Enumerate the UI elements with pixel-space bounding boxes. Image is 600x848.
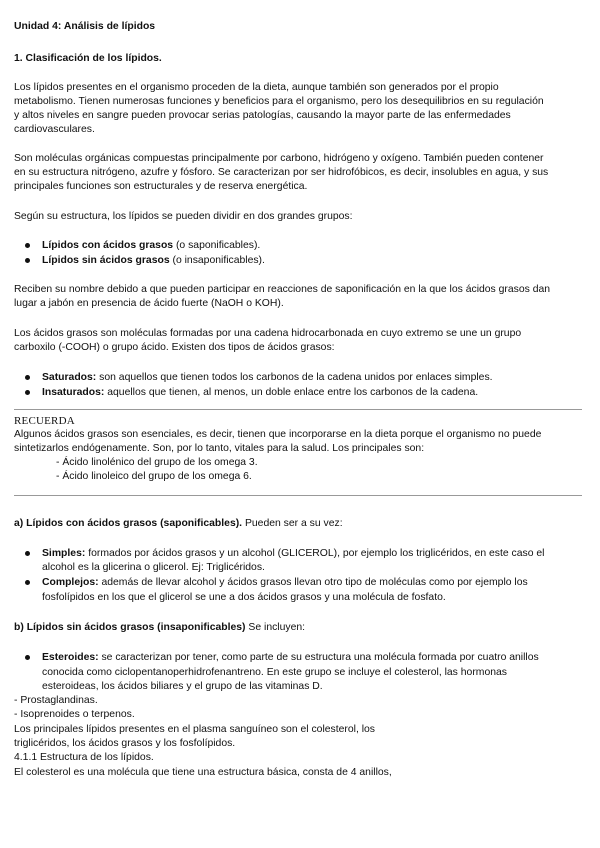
section-heading-classification: 1. Clasificación de los lípidos. <box>14 53 162 64</box>
paragraph-line: cardiovasculares. <box>14 124 95 135</box>
item-bold: Saturados: <box>42 372 97 383</box>
paragraph-line: Los lípidos presentes en el organismo proceden de la dieta, aunque también son generados por el propio <box>14 82 499 93</box>
item-text: se caracterizan por tener, como parte de su estructura una molécula formada por cuatro anillos <box>98 652 539 663</box>
bullet-icon <box>25 375 30 380</box>
subsection-heading: 4.1.1 Estructura de los lípidos. <box>14 752 154 763</box>
bullet-icon <box>25 580 30 585</box>
item-text: (o insaponificables). <box>169 255 265 266</box>
paragraph-line: Según su estructura, los lípidos se pueden dividir en dos grandes grupos: <box>14 211 353 222</box>
paragraph-line: y altos niveles en sangre pueden provocar serias patologías, causando la mayor parte de las enfermedades <box>14 110 511 121</box>
divider <box>14 409 582 410</box>
item-bold: Complejos: <box>42 577 99 588</box>
recuerda-line: Algunos ácidos grasos son esenciales, es decir, tienen que incorporarse en la dieta porque el organismo no puede <box>14 429 542 440</box>
item-text: aquellos que tienen, al menos, un doble enlace entre los carbonos de la cadena. <box>104 387 479 398</box>
heading-rest: Se incluyen: <box>245 622 306 633</box>
document-title: Unidad 4: Análisis de lípidos <box>14 21 156 32</box>
list-item-continuation: esteroideas, los ácidos biliares y el grupo de las vitaminas D. <box>42 681 323 692</box>
item-bold: Lípidos sin ácidos grasos <box>42 255 170 266</box>
bullet-icon <box>25 243 30 248</box>
paragraph-line: Los ácidos grasos son moléculas formadas por una cadena hidrocarbonada en cuyo extremo se une un grupo <box>14 328 522 339</box>
divider <box>14 495 582 496</box>
bullet-icon <box>25 390 30 395</box>
list-item-continuation: conocida como ciclopentanoperhidrofenantreno. En este grupo se incluye el colesterol, las hormonas <box>42 667 507 678</box>
heading-bold: b) Lípidos sin ácidos grasos (insaponificables) <box>14 622 246 633</box>
item-text: son aquellos que tienen todos los carbonos de la cadena unidos por enlaces simples. <box>96 372 493 383</box>
item-bold: Esteroides: <box>42 652 99 663</box>
recuerda-item: - Ácido linolénico del grupo de los omega 3. <box>56 457 258 468</box>
list-item-continuation: alcohol es la glicerina o glicerol. Ej: Triglicéridos. <box>42 562 265 573</box>
list-item-continuation: fosfolípidos en los que el glicerol se une a dos ácidos grasos y una molécula de fosfato. <box>42 592 446 603</box>
bullet-icon <box>25 551 30 556</box>
heading-bold: a) Lípidos con ácidos grasos (saponificables). <box>14 518 243 529</box>
item-text: (o saponificables). <box>173 240 261 251</box>
paragraph-line: Los principales lípidos presentes en el plasma sanguíneo son el colesterol, los <box>14 724 375 735</box>
recuerda-item: - Ácido linoleico del grupo de los omega 6. <box>56 471 252 482</box>
paragraph-line: triglicéridos, los ácidos grasos y los fosfolípidos. <box>14 738 236 749</box>
item-text: además de llevar alcohol y ácidos grasos llevan otro tipo de moléculas como por ejemplo los <box>98 577 528 588</box>
item-text: formados por ácidos grasos y un alcohol (GLICEROL), por ejemplo los triglicéridos, en este caso el <box>85 548 545 559</box>
recuerda-line: sintetizarlos endógenamente. Son, por lo tanto, vitales para la salud. Los principales son: <box>14 443 425 454</box>
paragraph-line: principales funciones son estructurales y de reserva energética. <box>14 181 308 192</box>
item-bold: Insaturados: <box>42 387 105 398</box>
paragraph-line: lugar a jabón en presencia de ácido fuerte (NaOH o KOH). <box>14 298 284 309</box>
paragraph-line: metabolismo. Tienen numerosas funciones y beneficios para el organismo, pero los desequilibrios en su regulación <box>14 96 544 107</box>
paragraph-line: en su estructura nitrógeno, azufre y fósforo. Se caracterizan por ser hidrofóbicos, es decir, insolubles en agua, y sus <box>14 167 549 178</box>
recuerda-label: RECUERDA <box>14 415 75 427</box>
bullet-icon <box>25 258 30 263</box>
paragraph-line: Son moléculas orgánicas compuestas principalmente por carbono, hidrógeno y oxígeno. También pueden contener <box>14 153 544 164</box>
bullet-icon <box>25 655 30 660</box>
paragraph-line: carboxilo (-COOH) o grupo ácido. Existen dos tipos de ácidos grasos: <box>14 342 335 353</box>
heading-rest: Pueden ser a su vez: <box>242 518 343 529</box>
item-bold: Simples: <box>42 548 86 559</box>
paragraph-line: - Prostaglandinas. <box>14 695 98 706</box>
section-heading-b <box>14 621 305 635</box>
item-bold: Lípidos con ácidos grasos <box>42 240 174 251</box>
paragraph-line: El colesterol es una molécula que tiene una estructura básica, consta de 4 anillos, <box>14 767 392 778</box>
section-heading-a <box>14 517 343 531</box>
paragraph-line: - Isoprenoides o terpenos. <box>14 709 135 720</box>
paragraph-line: Reciben su nombre debido a que pueden participar en reacciones de saponificación en la que los ácidos grasos dan <box>14 284 551 295</box>
